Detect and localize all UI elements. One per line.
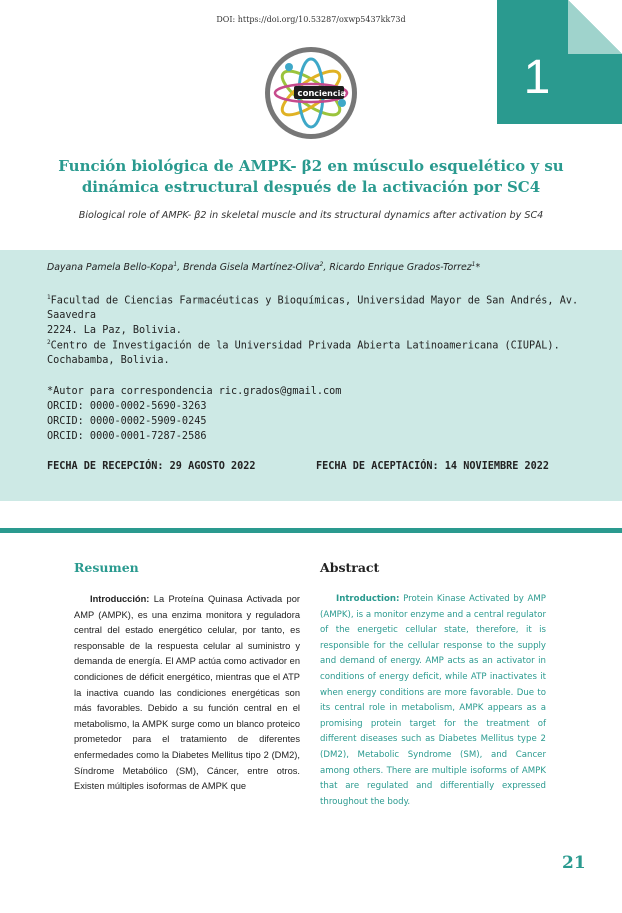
orcid: ORCID: 0000-0001-7287-2586 bbox=[47, 431, 207, 442]
resumen-text: Introducción: La Proteína Quinasa Activada por AMP (AMPK), es una enzima monitora y reguladora central del estado energético celular, por tanto, es responsable de la respuesta celular al suministro y demanda de energía. El AMP actúa como activador en condiciones de déficit energético, mientras que el ATP la inactiva cuando las condiciones energéticas son más favorables. Debido a su función central en el metabolismo, la AMPK surge como un blanco proteico prometedor para el tratamiento de diferentes enfermedades como la Diabetes Mellitus tipo 2 (DM2), Síndrome Metabólico (SM), Cáncer, entre otros. Existen múltiples isoformas de AMPK que bbox=[74, 594, 300, 792]
title-line-2: dinámica estructural después de la activación por SC4 bbox=[81, 178, 541, 196]
received-date: FECHA DE RECEPCIÓN: 29 AGOSTO 2022 bbox=[47, 461, 256, 472]
contact-block bbox=[47, 384, 341, 444]
abstract-text: Introduction: Protein Kinase Activated by AMP (AMPK), is a monitor enzyme and a central regulator of the energetic cellular state, therefore, it is responsible for the cellular response to the supply and demand of energy. AMP acts as an activator in conditions of energy deficit, while ATP inactivates it when energy conditions are more favorable. Due to its central role in metabolism, AMPK appears as a promising protein target for the treatment of different diseases such as Diabetes Mellitus type 2 (DM2), Metabolic Syndrome (SM), and Cancer among others. There are multiple isoforms of AMPK that are regulated and differentially expressed throughout the body. bbox=[320, 594, 546, 807]
orcid: ORCID: 0000-0002-5909-0245 bbox=[47, 416, 207, 427]
author-name: Ricardo Enrique Grados-Torrez bbox=[329, 262, 472, 274]
page-corner-fold bbox=[568, 0, 622, 54]
title-line-1: Función biológica de AMPK- β2 en músculo esquelético y su bbox=[58, 157, 564, 175]
logo-text-ciencia: ciencia bbox=[314, 89, 346, 98]
correspondence-email: *Autor para correspondencia ric.grados@gmail.com bbox=[47, 386, 342, 397]
resumen-heading: Resumen bbox=[74, 560, 139, 575]
section-divider bbox=[0, 528, 622, 533]
abstract-heading: Abstract bbox=[320, 560, 380, 575]
english-title: Biological role of AMPK- β2 in skeletal muscle and its structural dynamics after activation by SC4 bbox=[78, 210, 544, 221]
doi-line: DOI: https://doi.org/10.53287/oxwp5437kk73d bbox=[216, 15, 406, 24]
article-title bbox=[30, 156, 592, 198]
logo-text-con: con bbox=[297, 89, 315, 99]
affiliation-2: $^2$Centro de Investigación de la Universidad Privada Abierta Latinoamericana (CIUPAL). Cochabamba, Bolivia. bbox=[47, 339, 560, 367]
resumen-lead: Introducción: bbox=[90, 594, 150, 604]
affiliation-1: $^1$Facultad de Ciencias Farmacéuticas y Bioquímicas, Universidad Mayor de San Andrés, Av. Saavedra 2224. La Paz, Bolivia. bbox=[47, 294, 579, 337]
page-number: 21 bbox=[562, 853, 586, 873]
abstract-lead: Introduction: bbox=[336, 594, 400, 604]
orcid: ORCID: 0000-0002-5690-3263 bbox=[47, 401, 207, 412]
author-name: Dayana Pamela Bello-Kopa bbox=[47, 262, 174, 274]
author-name: Brenda Gisela Martínez-Oliva bbox=[183, 262, 320, 274]
accepted-date: FECHA DE ACEPTACIÓN: 14 NOVIEMBRE 2022 bbox=[316, 461, 550, 472]
conciencia-logo bbox=[262, 45, 360, 141]
chapter-number: 1 bbox=[523, 51, 551, 104]
author-list: Dayana Pamela Bello-Kopa$^1$, Brenda Gisela Martínez-Oliva$^2$, Ricardo Enrique Grados-Torrez$^1$* bbox=[47, 261, 481, 274]
